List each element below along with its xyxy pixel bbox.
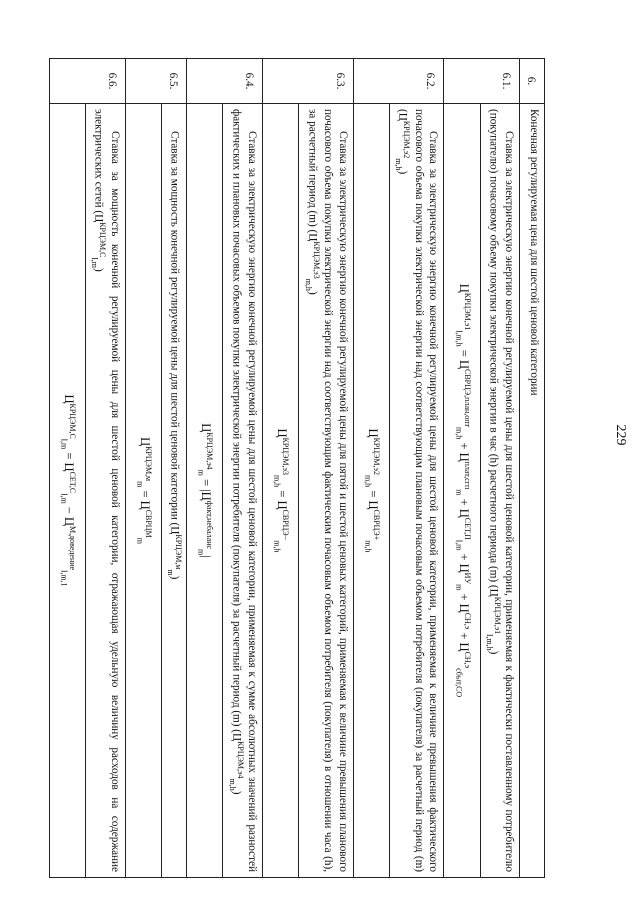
tariff-table-container — [59, 58, 545, 878]
row-number: 6.1. — [444, 59, 520, 104]
rate-formula: $Ц^{КРЦЭМ,С}_{l,m} = Ц^{СЕТ,С}_{l,m} - Ц^{М,доведение}_{l,m,1}$ — [50, 104, 86, 878]
rate-formula: $Ц^{КРЦЭМ,э4}_m = |Ц^{факт,небаланс}_m|$ — [187, 104, 223, 878]
rate-formula: $Ц^{КРЦЭМ,э2}_{m,h} = Ц^{СВРЦЭ+}_{m,h}$ — [353, 104, 389, 878]
row-number: 6.5. — [126, 59, 187, 104]
table-row — [480, 59, 520, 878]
formula-row — [187, 59, 223, 878]
section-number: 6. — [520, 59, 545, 104]
rate-description: Ставка за электрическую энергию конечной регулируемой цены для шестой ценовой категории, применяемая к величине превышения фактического почасового объема покупки электрической энергии над соответствующим плановым почасовым объемом потребителя (покупателя) за расчетный период (m) $(Ц^{КРЦЭМ,э2}_{m,h})$ — [389, 104, 443, 878]
table-row — [86, 59, 126, 878]
formula-row — [50, 59, 86, 878]
table-row — [299, 59, 353, 878]
rate-description: Ставка за электрическую энергию конечной регулируемой цены для пятой и шестой ценовых категорий, применяемая к величине превышения планового почасового объема покупки электрической энергии над соответствующим фактическим почасовым объемом потребителя (покупателя) в отношении часа (h), за расчетный период (m) $(Ц^{КРЦЭМ,э3}_{m,h})$ — [299, 104, 353, 878]
rate-description: Ставка за мощность конечной регулируемой цены для шестой ценовой категории, отражающая удельную величину расходов на содержание электрических сетей $(Ц^{КРЦЭМ,С}_{l,m})$ — [86, 104, 126, 878]
formula-row — [126, 59, 162, 878]
rate-formula: $Ц^{КРЦЭМ,э1}_{l,m,h} = Ц^{СВРЦЭ,план,опт}_{m,h} + Ц^{плат,сгп}_m + Ц^{СЕТ,П}_{l,m} + Ц^{ИУ}_m + Ц^{СН,э} + Ц^{СН,э}_{сбыт,СО}$ — [444, 104, 480, 878]
table-row — [162, 59, 187, 878]
rate-description: Ставка за мощность конечной регулируемой цены для шестой ценовой категории $(Ц^{КРЦЭМ,м}_m)$ — [162, 104, 187, 878]
table-row — [223, 59, 263, 878]
row-number: 6.6. — [50, 59, 126, 104]
table-header-row — [520, 59, 545, 878]
page-number: 229 — [613, 424, 628, 446]
formula-row — [353, 59, 389, 878]
row-number: 6.3. — [263, 59, 354, 104]
row-number: 6.2. — [353, 59, 444, 104]
section-title: Конечная регулируемая цена для шестой ценовой категории — [520, 104, 545, 878]
rate-formula: $Ц^{КРЦЭМ,м}_m = Ц^{СВРЦМ}_m$ — [126, 104, 162, 878]
formula-row — [444, 59, 480, 878]
formula-row — [263, 59, 299, 878]
row-number: 6.4. — [187, 59, 263, 104]
tariff-table — [49, 58, 545, 878]
rate-description: Ставка за электрическую энергию конечной регулируемой цены для шестой ценовой категории, применяемая к сумме абсолютных значений разностей фактических и плановых почасовых объемов покупки электрической энергии потребителя (покупателя) за расчетный период (m) $(Ц^{КРЦЭМ,э4}_{m,h})$ — [223, 104, 263, 878]
rate-formula: $Ц^{КРЦЭМ,э3}_{m,h} = Ц^{СВРЦЭ-}_{m,h}$ — [263, 104, 299, 878]
rate-description: Ставка за электрическую энергию конечной регулируемой цены для шестой ценовой категории, применяемая к фактически поставленному потребителю (покупателю) почасовому объему покупки электрической энергии в час (h) расчетного периода (m) $(Ц^{КРЦЭМ,э1}_{l,m,h})$ — [480, 104, 520, 878]
table-row — [389, 59, 443, 878]
